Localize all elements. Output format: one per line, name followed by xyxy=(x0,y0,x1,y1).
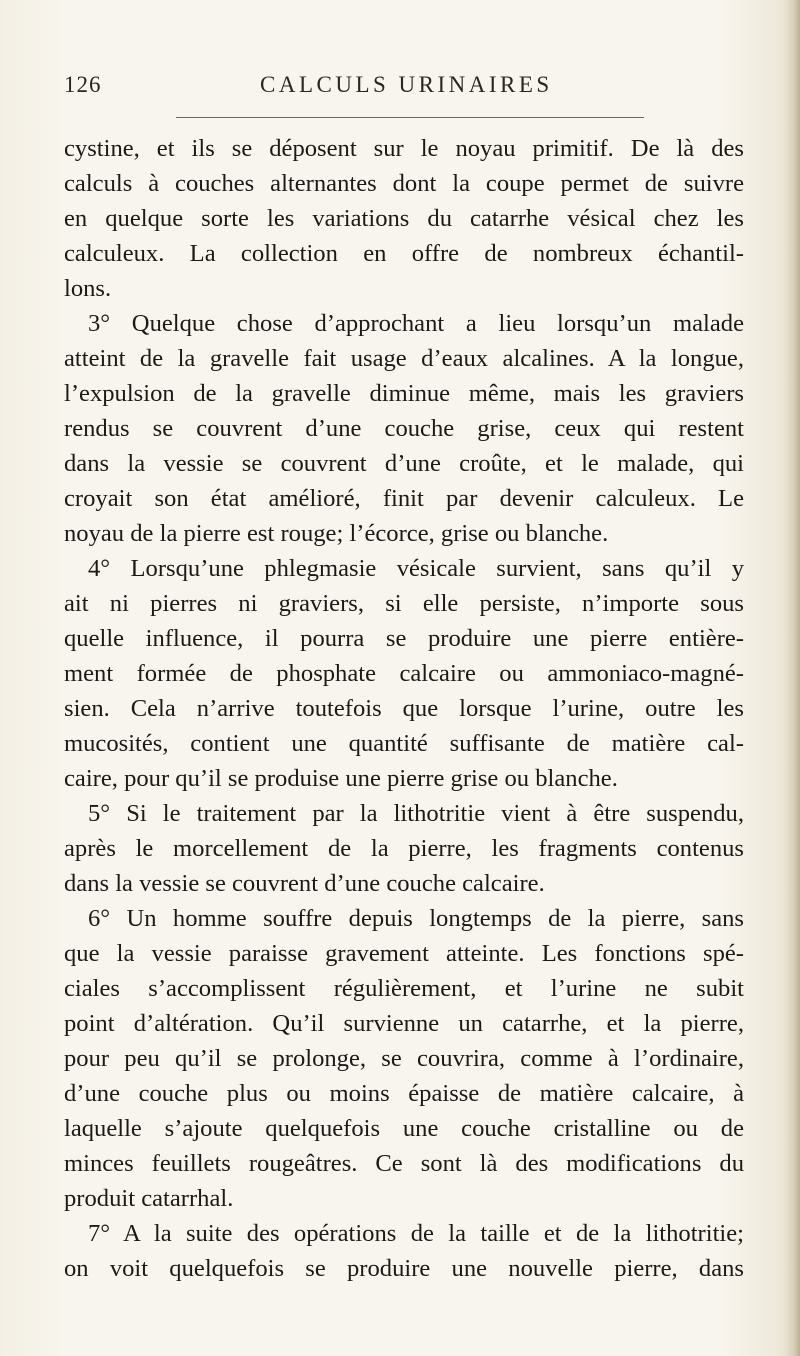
text-line: 4° Lorsqu’une phlegmasie vésicale survient, sans qu’il y xyxy=(88,555,744,582)
text-line: que la vessie paraisse gravement atteinte. Les fonctions spé- xyxy=(64,940,744,967)
text-line: on voit quelquefois se produire une nouvelle pierre, dans xyxy=(64,1255,744,1282)
running-head xyxy=(64,72,744,102)
text-line: laquelle s’ajoute quelquefois une couche cristalline ou de xyxy=(64,1115,744,1142)
text-line: ment formée de phosphate calcaire ou ammoniaco-magné- xyxy=(64,660,744,687)
text-line: sien. Cela n’arrive toutefois que lorsque l’urine, outre les xyxy=(64,695,744,722)
text-line: 3° Quelque chose d’approchant a lieu lorsqu’un malade xyxy=(88,310,744,337)
text-line: calculeux. La collection en offre de nombreux échantil- xyxy=(64,240,744,267)
text-line: pour peu qu’il se prolonge, se couvrira, comme à l’ordinaire, xyxy=(64,1045,744,1072)
text-line: dans la vessie se couvrent d’une couche calcaire. xyxy=(64,870,545,897)
text-line: rendus se couvrent d’une couche grise, ceux qui restent xyxy=(64,415,744,442)
text-line: minces feuillets rougeâtres. Ce sont là des modifications du xyxy=(64,1150,744,1177)
text-line: l’expulsion de la gravelle diminue même, mais les graviers xyxy=(64,380,744,407)
text-line: cystine, et ils se déposent sur le noyau primitif. De là des xyxy=(64,135,744,162)
text-line: atteint de la gravelle fait usage d’eaux alcalines. A la longue, xyxy=(64,345,744,372)
text-line: dans la vessie se couvrent d’une croûte, et le malade, qui xyxy=(64,450,744,477)
text-line: lons. xyxy=(64,275,112,302)
text-line: noyau de la pierre est rouge; l’écorce, grise ou blanche. xyxy=(64,520,609,547)
text-line: 7° A la suite des opérations de la taille et de la lithotritie; xyxy=(88,1220,744,1247)
header-rule xyxy=(176,117,644,118)
text-line: calculs à couches alternantes dont la coupe permet de suivre xyxy=(64,170,744,197)
text-line: ciales s’accomplissent régulièrement, et l’urine ne subit xyxy=(64,975,744,1002)
text-line: en quelque sorte les variations du catarrhe vésical chez les xyxy=(64,205,744,232)
text-line: 5° Si le traitement par la lithotritie vient à être suspendu, xyxy=(88,800,744,827)
text-line: quelle influence, il pourra se produire une pierre entière- xyxy=(64,625,744,652)
text-line: 6° Un homme souffre depuis longtemps de la pierre, sans xyxy=(88,905,744,932)
text-line: ait ni pierres ni graviers, si elle persiste, n’importe sous xyxy=(64,590,744,617)
text-line: caire, pour qu’il se produise une pierre grise ou blanche. xyxy=(64,765,618,792)
body-text xyxy=(64,131,744,1286)
page-edge-shadow xyxy=(786,0,800,1356)
text-line: croyait son état amélioré, finit par devenir calculeux. Le xyxy=(64,485,744,512)
text-line: point d’altération. Qu’il survienne un catarrhe, et la pierre, xyxy=(64,1010,744,1037)
text-line: après le morcellement de la pierre, les fragments contenus xyxy=(64,835,744,862)
text-line: produit catarrhal. xyxy=(64,1185,234,1212)
text-line: mucosités, contient une quantité suffisante de matière cal- xyxy=(64,730,744,757)
text-line: d’une couche plus ou moins épaisse de matière calcaire, à xyxy=(64,1080,744,1107)
running-title: CALCULS URINAIRES xyxy=(260,72,553,97)
page-number: 126 xyxy=(64,72,102,97)
